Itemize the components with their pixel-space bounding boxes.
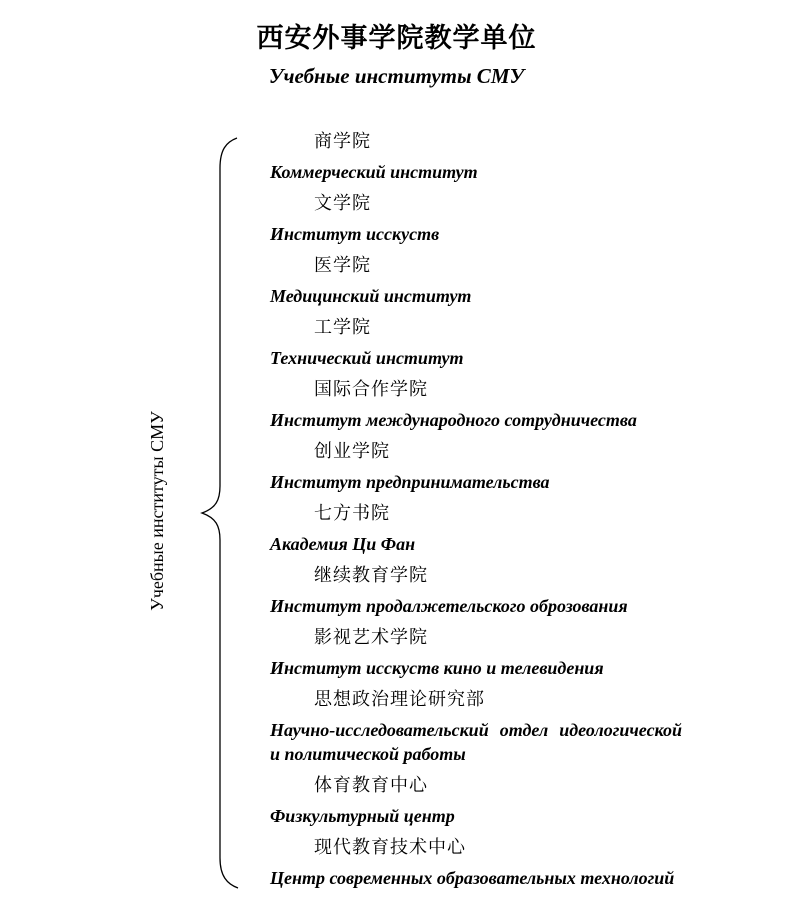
page-subtitle: Учебные институты СМУ bbox=[268, 64, 525, 88]
unit-name-zh: 工学院 bbox=[314, 317, 371, 337]
unit-name-zh: 医学院 bbox=[314, 255, 371, 275]
units-list bbox=[270, 129, 682, 897]
unit-name-zh: 继续教育学院 bbox=[314, 565, 428, 585]
list-item bbox=[270, 625, 682, 680]
unit-name-zh: 国际合作学院 bbox=[314, 379, 428, 399]
list-item bbox=[270, 439, 682, 494]
unit-name-ru: Научно-исследовательский отдел идеологической и политической работы bbox=[270, 720, 682, 764]
unit-name-ru: Академия Ци Фан bbox=[270, 534, 416, 554]
list-item bbox=[270, 687, 682, 766]
list-item bbox=[270, 129, 682, 184]
list-item bbox=[270, 253, 682, 308]
unit-name-zh: 创业学院 bbox=[314, 441, 390, 461]
curly-brace-icon bbox=[196, 134, 244, 894]
unit-name-ru: Коммерческий институт bbox=[270, 162, 478, 182]
list-item bbox=[270, 377, 682, 432]
unit-name-zh: 体育教育中心 bbox=[314, 775, 428, 795]
unit-name-zh: 现代教育技术中心 bbox=[314, 837, 466, 857]
page-title: 西安外事学院教学单位 bbox=[256, 23, 537, 53]
unit-name-ru: Центр современных образовательных технологий bbox=[270, 868, 675, 888]
unit-name-zh: 思想政治理论研究部 bbox=[314, 689, 485, 709]
list-item bbox=[270, 563, 682, 618]
unit-name-ru: Медицинский институт bbox=[270, 286, 472, 306]
list-item bbox=[270, 315, 682, 370]
unit-name-zh: 影视艺术学院 bbox=[314, 627, 428, 647]
list-item bbox=[270, 835, 682, 890]
list-item bbox=[270, 191, 682, 246]
unit-name-ru: Институт предпринимательства bbox=[270, 472, 550, 492]
list-item bbox=[270, 773, 682, 828]
brace-label: Учебные институты СМУ bbox=[147, 411, 167, 611]
unit-name-zh: 商学院 bbox=[314, 131, 371, 151]
unit-name-zh: 文学院 bbox=[314, 193, 371, 213]
unit-name-ru: Институт продалжетельского оброзования bbox=[270, 596, 628, 616]
unit-name-ru: Институт исскуств bbox=[270, 224, 440, 244]
unit-name-ru: Институт исскуств кино и телевидения bbox=[270, 658, 604, 678]
unit-name-zh: 七方书院 bbox=[314, 503, 390, 523]
unit-name-ru: Технический институт bbox=[270, 348, 464, 368]
unit-name-ru: Физкультурный центр bbox=[270, 806, 455, 826]
list-item bbox=[270, 501, 682, 556]
unit-name-ru: Институт международного сотрудничества bbox=[270, 410, 637, 430]
